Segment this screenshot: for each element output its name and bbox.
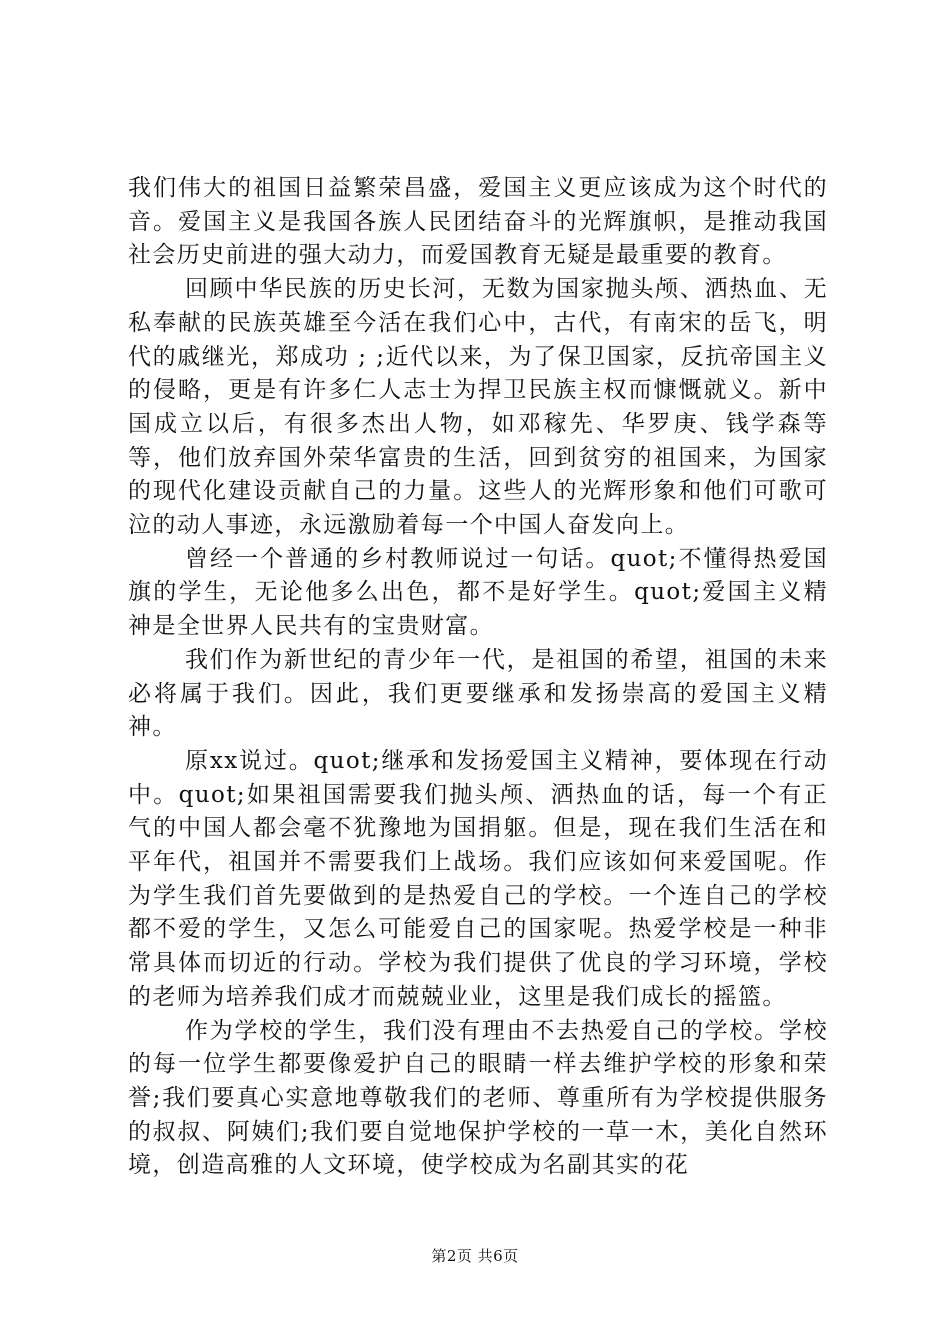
paragraph-1: 我们伟大的祖国日益繁荣昌盛，爱国主义更应该成为这个时代的音。爱国主义是我国各族人民团结奋斗的光辉旗帜，是推动我国社会历史前进的强大动力，而爱国教育无疑是最重要的教育。	[128, 175, 828, 269]
paragraph-3: 曾经一个普通的乡村教师说过一句话。quot;不懂得热爱国旗的学生，无论他多么出色，都不是好学生。quot;爱国主义精神是全世界人民共有的宝贵财富。	[128, 545, 828, 640]
paragraph-4: 我们作为新世纪的青少年一代，是祖国的希望，祖国的未来必将属于我们。因此，我们更要继承和发扬崇高的爱国主义精神。	[128, 646, 828, 741]
document-body	[128, 172, 828, 1183]
paragraph-5: 原xx说过。quot;继承和发扬爱国主义精神，要体现在行动中。quot;如果祖国需要我们抛头颅、洒热血的话，每一个有正气的中国人都会毫不犹豫地为国捐躯。但是，现在我们生活在和平年代，祖国并不需要我们上战场。我们应该如何来爱国呢。作为学生我们首先要做到的是热爱自己的学校。一个连自己的学校都不爱的学生，又怎么可能爱自己的国家呢。热爱学校是一种非常具体而切近的行动。学校为我们提供了优良的学习环境，学校的老师为培养我们成才而兢兢业业，这里是我们成长的摇篮。	[128, 747, 828, 1010]
page-number-footer: 第2页 共6页	[431, 1247, 519, 1265]
paragraph-2: 回顾中华民族的历史长河，无数为国家抛头颅、洒热血、无私奉献的民族英雄至今活在我们心中，古代，有南宋的岳飞，明代的戚继光，郑成功 ; ;近代以来，为了保卫国家，反抗帝国主义的侵略，更是有许多仁人志士为捍卫民族主权而慷慨就义。新中国成立以后，有很多杰出人物，如邓稼先、华罗庚、钱学森等等，他们放弃国外荣华富贵的生活，回到贫穷的祖国来，为国家的现代化建设贡献自己的力量。这些人的光辉形象和他们可歌可泣的动人事迹，永远激励着每一个中国人奋发向上。	[128, 276, 828, 539]
paragraph-6: 作为学校的学生，我们没有理由不去热爱自己的学校。学校的每一位学生都要像爱护自己的眼睛一样去维护学校的形象和荣誉;我们要真心实意地尊敬我们的老师、尊重所有为学校提供服务的叔叔、阿姨们;我们要自觉地保护学校的一草一木，美化自然环境，创造高雅的人文环境，使学校成为名副其实的花	[128, 1017, 828, 1179]
